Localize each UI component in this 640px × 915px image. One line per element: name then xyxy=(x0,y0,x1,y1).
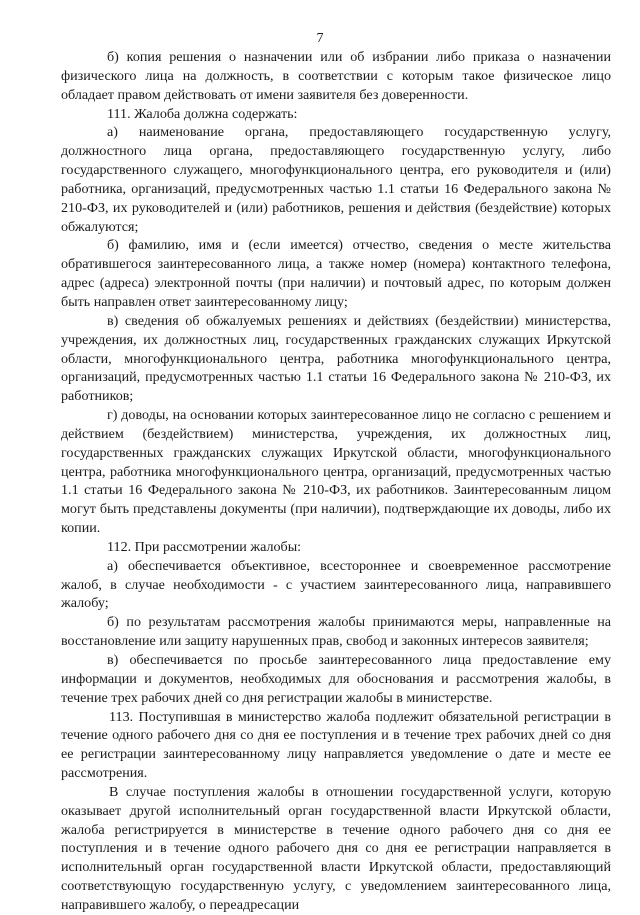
paragraph-111-heading: 111. Жалоба должна содержать: xyxy=(107,105,298,122)
paragraph-111-a: а) наименование органа, предоставляющего государственную услугу, должностного лица органа, предоставляющего государственную услугу, либо государственного служащего, многофункционального центра, его руководителя и (или) работника, организаций, предусмотренных частью 1.1 статьи 16 Федерального закона № 210-ФЗ, их руководителей и (или) работников, решения и действия (бездействие) которых обжалуются; xyxy=(61,124,611,235)
paragraph-112-b: б) по результатам рассмотрения жалобы принимаются меры, направленные на восстановление или защиту нарушенных прав, свобод и законных интересов заявителя; xyxy=(61,614,611,650)
paragraph-112-a: а) обеспечивается объективное, всестороннее и своевременное рассмотрение жалоб, в случае необходимости - с участием заинтересованного лица, направившего жалобу; xyxy=(61,557,611,612)
paragraph-111-b: б) фамилию, имя и (если имеется) отчество, сведения о месте жительства обратившегося заинтересованного лица, а также номер (номера) контактного телефона, адрес (адреса) электронной почты (при наличии) и почтовый адрес, по которым должен быть направлен ответ заинтересованному лицу; xyxy=(61,237,611,310)
paragraph-111-v: в) сведения об обжалуемых решениях и действиях (бездействии) министерства, учреждения, их должностных лиц, государственных гражданских служащих Иркутской области, многофункционального центра, работника многофункционального центра, организаций, предусмотренных частью 1.1 статьи 16 Федерального закона № 210-ФЗ, их работников; xyxy=(61,312,611,405)
paragraph-111-g: г) доводы, на основании которых заинтересованное лицо не согласно с решением и действием (бездействием) министерства, учреждения, их должностных лиц, государственных гражданских служащих Иркутской области, многофункционального центра, работника многофункционального центра, организаций, предусмотренных частью 1.1 статьи 16 Федерального закона № 210-ФЗ, их работников. Заинтересованным лицом могут быть представлены документы (при наличии), подтверждающие их доводы, либо их копии. xyxy=(61,407,611,537)
paragraph-112-heading: 112. При рассмотрении жалобы: xyxy=(107,538,302,555)
paragraph-112-v: в) обеспечивается по просьбе заинтересованного лица предоставление ему информации и документов, необходимых для обоснования и рассмотрения жалобы, в течение трех рабочих дней со дня регистрации жалобы в министерстве. xyxy=(61,652,611,706)
paragraph-copy-of-decision: б) копия решения о назначении или об избрании либо приказа о назначении физического лица на должность, в соответствии с которым такое физическое лицо обладает правом действовать от имени заявителя без доверенности. xyxy=(61,49,611,103)
paragraph-redirect-case: В случае поступления жалобы в отношении государственной услуги, которую оказывает другой исполнительный орган государственной власти Иркутской области, жалоба регистрируется в министерстве в течение одного рабочего дня со дня ее поступления и в течение одного рабочего дня со дня ее регистрации направляется в исполнительный орган государственной власти Иркутской области, предоставляющий соответствующую государственную услугу, с уведомлением заинтересованного лица, направившего жалобу, о переадресации xyxy=(61,783,611,913)
document-body xyxy=(61,48,611,915)
page-number: 7 xyxy=(316,31,324,46)
paragraph-113: 113. Поступившая в министерство жалоба подлежит обязательной регистрации в течение одного рабочего дня со дня ее поступления и в течение трех рабочих дней со дня ее регистрации заинтересованному лицу направляется уведомление о дате и месте ее рассмотрения. xyxy=(61,708,611,782)
